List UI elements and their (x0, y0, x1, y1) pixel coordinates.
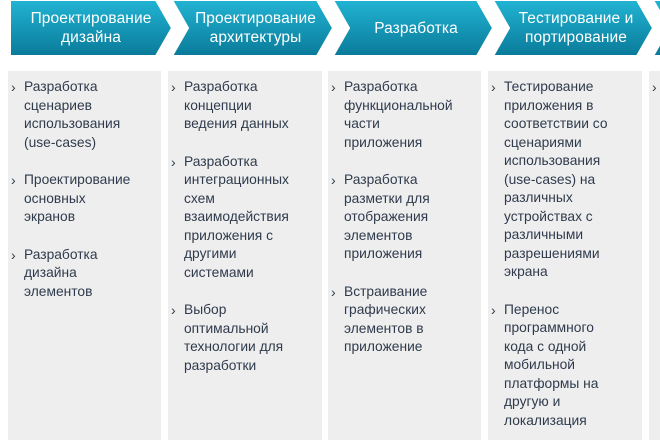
bullet-chevron-icon: › (491, 79, 496, 95)
stage-column-1 (8, 71, 161, 440)
bullet-chevron-icon: › (331, 79, 336, 95)
stage-title-2: Проектирование архитектуры (195, 10, 316, 46)
list-item (331, 171, 475, 264)
list-item (491, 301, 636, 431)
item-text: Разработка концепции ведения данных (184, 79, 289, 131)
bullet-chevron-icon: › (652, 79, 657, 95)
stage-title-4: Тестирование и портирование (518, 10, 634, 46)
item-text: Проектирование основных экранов (24, 172, 131, 224)
list-item (331, 283, 475, 357)
list-item (171, 301, 316, 375)
item-text: Разработка интеграционных схем взаимодействия приложения с другими системами (184, 153, 289, 280)
bullet-chevron-icon: › (491, 301, 496, 318)
item-text: Тестирование приложения в соответствии со сценариями использования (use-cases) на различных устройствах с различными разрешениями экрана (504, 79, 608, 279)
stage-column-4 (488, 71, 642, 440)
bullet-chevron-icon: › (11, 172, 16, 188)
list-item (11, 171, 155, 227)
bullet-chevron-icon: › (331, 172, 336, 188)
bullet-chevron-icon: › (331, 283, 336, 300)
bullet-chevron-icon: › (171, 79, 176, 95)
item-text: Выбор оптимальной технологии для разработки (184, 302, 284, 373)
item-text: Встраивание графических элементов в приложение (344, 283, 428, 354)
list-item (11, 246, 155, 302)
stage-column-2 (168, 71, 322, 440)
bullet-chevron-icon: › (11, 79, 16, 95)
item-text: Разработка сценариев использования (use-cases) (24, 79, 121, 150)
bullet-chevron-icon: › (171, 302, 176, 318)
stage-title-1: Проектирование дизайна (30, 10, 152, 46)
list-item (171, 153, 316, 283)
list-item (11, 78, 155, 152)
item-text: Разработка дизайна элементов (24, 246, 98, 299)
stage-title-3: Разработка (374, 19, 458, 37)
bullet-chevron-icon: › (171, 153, 176, 170)
item-text: Перенос программного кода с одной мобильной платформы на другую и локализация (504, 301, 599, 428)
stage-column-3 (328, 71, 481, 440)
item-text: Разработка функциональной части приложения (344, 79, 453, 150)
list-item (491, 78, 636, 282)
list-item (171, 78, 316, 134)
bullet-chevron-icon: › (11, 246, 16, 263)
item-text: Разработка разметки для отображения элементов приложения (344, 172, 430, 261)
list-item (331, 78, 475, 152)
stage-column-5 (649, 71, 660, 440)
